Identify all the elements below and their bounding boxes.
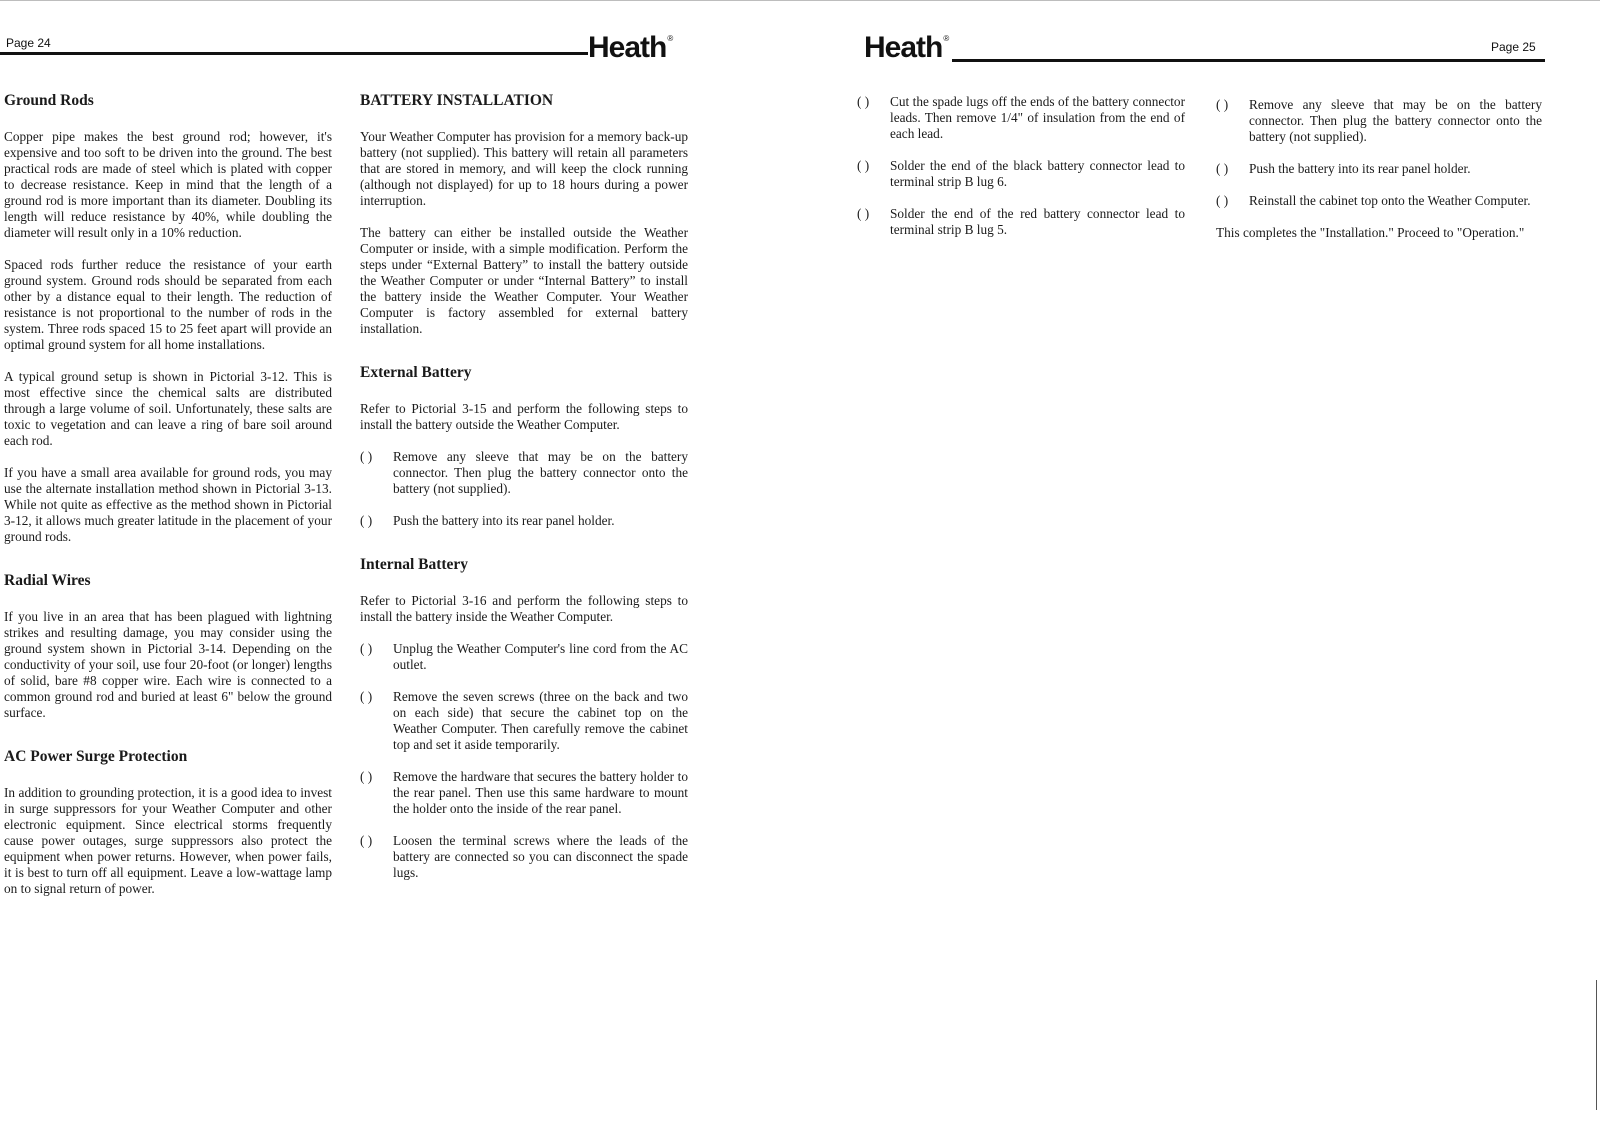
section-heading-ground-rods: Ground Rods — [4, 92, 94, 109]
paragraph: Spaced rods further reduce the resistance of your earth ground system. Ground rods should be separated from each other by a distance equal to their length. The reduction of resistance is not proportional to the number of rods in the system. Three rods spaced 15 to 25 feet apart will provide an optimal ground system for all home installations. — [4, 257, 332, 352]
header-rule-left — [0, 52, 588, 55]
step-item: ( ) Reinstall the cabinet top onto the Weather Computer. — [1216, 193, 1531, 208]
step-item: ( ) Remove the hardware that secures the battery holder to the rear panel. Then use this same hardware to mount the holder onto the inside of the rear panel. — [360, 769, 688, 816]
middle-column — [360, 91, 688, 897]
section-heading-external-battery: External Battery — [360, 364, 472, 381]
paragraph: The battery can either be installed outside the Weather Computer or inside, with a simple modification. Perform the steps under “External Battery” to install the battery outside the Weather Computer or under “Internal Battery” to install the battery inside the Weather Computer. Your Weather Computer is factory assembled for external battery installation. — [360, 225, 688, 336]
step-checkbox: ( ) — [360, 513, 373, 528]
step-item: ( ) Cut the spade lugs off the ends of the battery connector leads. Then remove 1/4" of insulation from the end of each lead. — [857, 94, 1185, 141]
page-number-right: Page 25 — [1491, 40, 1536, 54]
step-checkbox: ( ) — [1216, 97, 1229, 112]
step-checkbox: ( ) — [857, 94, 870, 109]
step-item: ( ) Remove any sleeve that may be on the battery connector. Then plug the battery connector onto the battery (not supplied). — [360, 449, 688, 496]
step-checkbox: ( ) — [360, 689, 373, 704]
paragraph: Copper pipe makes the best ground rod; however, it's expensive and too soft to be driven into the ground. The best practical rods are made of steel which is plated with copper to decrease resistance. Keep in mind that the length of a ground rod is more important than its diameter. Doubling its length will reduce resistance by 40%, while doubling the diameter will result only in a 10% reduction. — [4, 129, 332, 240]
page-edge-line — [1596, 980, 1597, 1110]
section-heading-internal-battery: Internal Battery — [360, 556, 469, 573]
step-checkbox: ( ) — [1216, 161, 1229, 176]
step-item: ( ) Loosen the terminal screws where the leads of the battery are connected so you can disconnect the spade lugs. — [360, 833, 688, 880]
page-number-left: Page 24 — [6, 36, 51, 50]
paragraph: A typical ground setup is shown in Pictorial 3-12. This is most effective since the chemical salts are distributed through a large volume of soil. Unfortunately, these salts are toxic to vegetation and can leave a ring of bare soil around each rod. — [4, 369, 332, 448]
step-checkbox: ( ) — [857, 158, 870, 173]
step-item: ( ) Remove the seven screws (three on the back and two on each side) that secure the cabinet top on the Weather Computer. Then carefully remove the cabinet top and set it aside temporarily. — [360, 689, 688, 752]
paragraph: If you have a small area available for ground rods, you may use the alternate installation method shown in Pictorial 3-13. While not quite as effective as the method shown in Pictorial 3-12, it allows much greater latitude in the placement of your ground rods. — [4, 465, 332, 544]
heath-logo-left: Heath® — [588, 31, 674, 64]
closing-paragraph: This completes the "Installation." Proceed to "Operation." — [1216, 225, 1525, 240]
paragraph: Refer to Pictorial 3-16 and perform the following steps to install the battery inside the Weather Computer. — [360, 593, 688, 624]
section-heading-surge-protection: AC Power Surge Protection — [4, 748, 188, 765]
page25-column-2 — [1216, 97, 1542, 257]
section-heading-battery-installation: BATTERY INSTALLATION — [360, 92, 554, 109]
heath-logo-right: Heath® — [864, 31, 950, 64]
registered-mark: ® — [667, 34, 674, 43]
step-item: ( ) Unplug the Weather Computer's line cord from the AC outlet. — [360, 641, 688, 672]
paragraph: Refer to Pictorial 3-15 and perform the following steps to install the battery outside the Weather Computer. — [360, 401, 688, 432]
page25-column-1 — [857, 94, 1185, 254]
step-item: ( ) Remove any sleeve that may be on the battery connector. Then plug the battery connector onto the battery (not supplied). — [1216, 97, 1542, 144]
step-checkbox: ( ) — [360, 769, 373, 784]
paragraph: If you live in an area that has been plagued with lightning strikes and resulting damage, you may consider using the ground system shown in Pictorial 3-14. Depending on the conductivity of your soil, use four 20-foot (or longer) lengths of solid, bare #8 copper wire. Each wire is connected to a common ground rod and buried at least 6" below the ground surface. — [4, 609, 332, 720]
paragraph: In addition to grounding protection, it is a good idea to invest in surge suppressors for your Weather Computer and other electronic equipment. Since electrical storms frequently cause power outages, surge suppressors also protect the equipment when power returns. However, when power fails, it is best to turn off all equipment. Leave a low-wattage lamp on to signal return of power. — [4, 785, 332, 896]
section-heading-radial-wires: Radial Wires — [4, 572, 91, 589]
top-edge-line — [0, 0, 1600, 1]
paragraph: Your Weather Computer has provision for a memory back-up battery (not supplied). This battery will retain all parameters that are stored in memory, and will keep the clock running (although not displayed) for up to 18 hours during a power interruption. — [360, 129, 688, 208]
header-rule-right — [952, 59, 1545, 62]
registered-mark: ® — [943, 34, 950, 43]
step-checkbox: ( ) — [857, 206, 870, 221]
step-checkbox: ( ) — [360, 449, 373, 464]
step-item: ( ) Push the battery into its rear panel holder. — [1216, 161, 1471, 176]
step-item: ( ) Solder the end of the black battery connector lead to terminal strip B lug 6. — [857, 158, 1185, 189]
step-checkbox: ( ) — [1216, 193, 1229, 208]
step-item: ( ) Solder the end of the red battery connector lead to terminal strip B lug 5. — [857, 206, 1185, 237]
left-column — [4, 91, 332, 913]
step-checkbox: ( ) — [360, 833, 373, 848]
step-checkbox: ( ) — [360, 641, 373, 656]
step-item: ( ) Push the battery into its rear panel holder. — [360, 513, 615, 528]
